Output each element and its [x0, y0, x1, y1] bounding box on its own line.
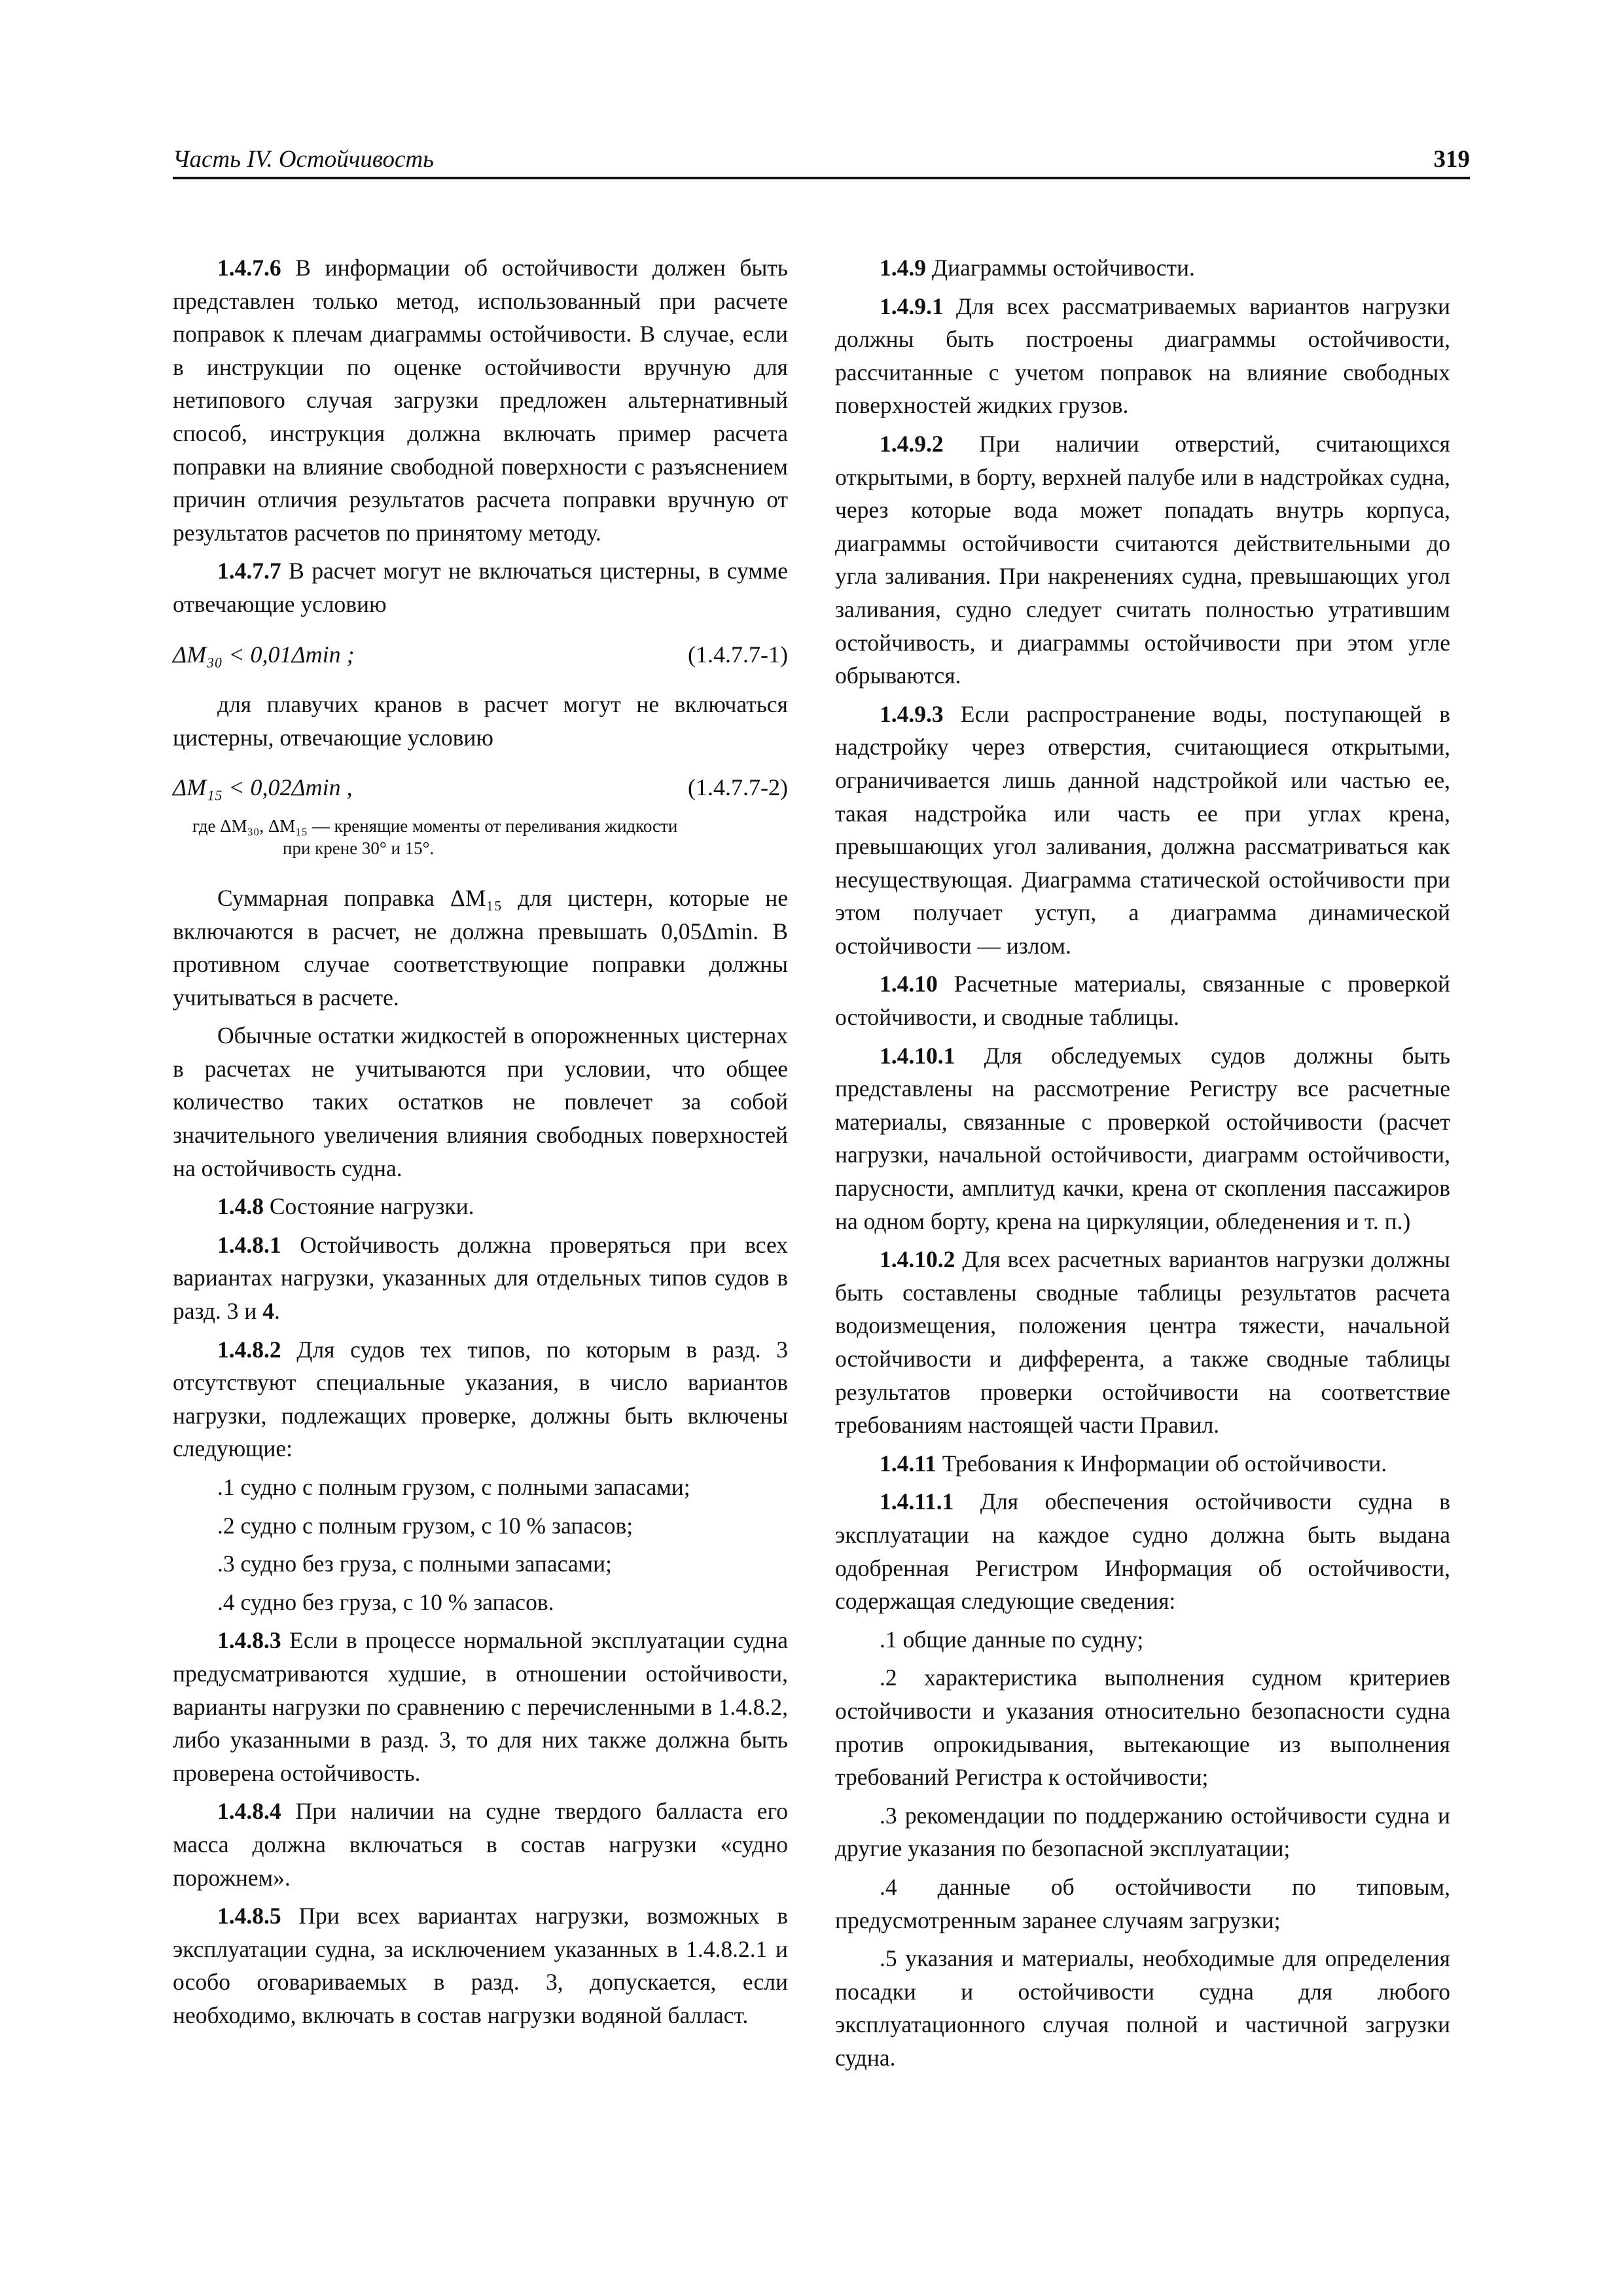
running-header — [173, 145, 1470, 179]
note-line-1: где ΔM₃₀, ΔM₁₅ — кренящие моменты от переливания жидкости — [192, 816, 678, 836]
equation-label: (1.4.7.7-1) — [688, 641, 788, 668]
heading-1-4-10 — [835, 967, 1450, 1033]
list-item: .1 общие данные по судну; — [880, 1626, 1144, 1653]
equation-expression: ΔM₁₅ < 0,02Δmin , — [173, 774, 353, 801]
section-number: 1.4.8.4 — [217, 1798, 281, 1825]
paragraph-text: Остойчивость должна проверяться при всех вариантах нагрузки, указанных для отдельных типов судов в разд. 3 и — [173, 1231, 788, 1325]
equation-expression: ΔM₃₀ < 0,01Δmin ; — [173, 641, 355, 668]
right-column — [835, 251, 1450, 2079]
section-number: 1.4.8.2 — [217, 1336, 281, 1363]
paragraph-text: для плавучих кранов в расчет могут не включаться цистерны, отвечающие условию — [173, 691, 788, 751]
paragraph-text: При наличии отверстий, считающихся открытыми, в борту, верхней палубе или в надстройках судна, через которые вода может попадать внутрь корпуса, диаграммы остойчивости считаются действительными до угла заливания. При накренениях судна, превышающих угол заливания, судно следует считать полностью утратившим остойчивость, и диаграммы остойчивости при этом угле обрываются. — [835, 430, 1450, 689]
paragraph-residual-liquids — [173, 1019, 788, 1185]
list-item: .4 данные об остойчивости по типовым, предусмотренным заранее случаям загрузки; — [835, 1873, 1450, 1933]
section-number: 1.4.9 — [880, 255, 926, 281]
section-number: 1.4.8 — [217, 1193, 264, 1220]
paragraph-text: Обычные остатки жидкостей в опорожненных цистернах в расчетах не учитываются при условии, что общее количество таких остатков не повлечет за собой значительного увеличения влияния свободных поверхностей на остойчивость судна. — [173, 1022, 788, 1181]
paragraph-text: При наличии на судне твердого балласта его масса должна включаться в состав нагрузки «судно порожнем». — [173, 1798, 788, 1891]
section-heading: Расчетные материалы, связанные с проверкой остойчивости, и сводные таблицы. — [835, 971, 1450, 1031]
section-number: 1.4.7.7 — [217, 558, 281, 584]
list-item: .2 характеристика выполнения судном критериев остойчивости и указания относительно безопасности судна против опрокидывания, вытекающие из выполнения требований Регистра к остойчивости; — [835, 1664, 1450, 1791]
list-item: .5 указания и материалы, необходимые для определения посадки и остойчивости судна для любого эксплуатационного случая полной и частичной загрузки судна. — [835, 1945, 1450, 2071]
paragraph-text-end: . — [274, 1298, 280, 1325]
paragraph-text: В расчет могут не включаться цистерны, в сумме отвечающие условию — [173, 558, 788, 617]
paragraph-1-4-7-7 — [173, 554, 788, 620]
section-heading: Диаграммы остойчивости. — [926, 255, 1195, 281]
section-heading: Требования к Информации об остойчивости. — [936, 1450, 1387, 1477]
paragraph-1-4-8-1 — [173, 1229, 788, 1328]
section-number: 1.4.8.3 — [217, 1627, 281, 1654]
equation-1-4-7-7-1 — [173, 638, 788, 672]
header-title: Часть IV. Остойчивость — [173, 146, 434, 173]
equation-label: (1.4.7.7-2) — [688, 774, 788, 801]
section-number: 1.4.10.2 — [880, 1246, 955, 1273]
paragraph-text: Для обследуемых судов должны быть представлены на рассмотрение Регистру все расчетные материалы, связанные с проверкой остойчивости (расчет нагрузки, начальной остойчивости, диаграмм остойчивости, парусности, амплитуд качки, крена от скопления пассажиров на одном борту, крена на циркуляции, обледенения и т. п.) — [835, 1042, 1450, 1234]
section-number: 1.4.11 — [880, 1450, 936, 1477]
equation-1-4-7-7-2 — [173, 771, 788, 804]
section-number: 1.4.9.1 — [880, 293, 944, 319]
paragraph-1-4-10-2 — [835, 1243, 1450, 1442]
section-ref: 4 — [262, 1298, 274, 1325]
paragraph-1-4-9-1 — [835, 290, 1450, 422]
paragraph-1-4-8-4 — [173, 1795, 788, 1894]
paragraph-text: Если в процессе нормальной эксплуатации судна предусматриваются худшие, в отношении остойчивости, варианты нагрузки по сравнению с перечисленными в 1.4.8.2, либо указанными в разд. 3, то для них также должна быть проверена остойчивость. — [173, 1627, 788, 1786]
heading-1-4-11 — [835, 1447, 1450, 1480]
paragraph-text: Если распространение воды, поступающей в надстройку через отверстия, считающиеся открытыми, ограничивается лишь данной надстройкой или частью ее, такая надстройка или часть ее при углах крена, превышающих угол заливания, должна рассматриваться как несуществующая. Диаграмма статической остойчивости при этом получает уступ, а диаграмма динамической остойчивости — излом. — [835, 700, 1450, 959]
paragraph-1-4-8-5 — [173, 1899, 788, 2032]
list-item: .3 рекомендации по поддержанию остойчивости судна и другие указания по безопасной эксплуатации; — [835, 1802, 1450, 1862]
paragraph-text: Для обеспечения остойчивости судна в эксплуатации на каждое судно должна быть выдана одобренная Регистром Информация об остойчивости, содержащая следующие сведения: — [835, 1488, 1450, 1615]
paragraph-text: Для всех расчетных вариантов нагрузки должны быть составлены сводные таблицы результатов расчета водоизмещения, положения центра тяжести, начальной остойчивости и дифферента, а также сводные таблицы результатов проверки остойчивости на соответствие требованиям настоящей части Правил. — [835, 1246, 1450, 1439]
page-number: 319 — [1433, 146, 1470, 173]
paragraph-total-correction — [173, 882, 788, 1014]
paragraph-1-4-9-2 — [835, 427, 1450, 692]
section-number: 1.4.8.5 — [217, 1903, 281, 1929]
note-line-2: при крене 30° и 15°. — [283, 838, 435, 858]
section-number: 1.4.7.6 — [217, 255, 281, 281]
list-item: .3 судно без груза, с полными запасами; — [217, 1551, 612, 1577]
list-item: .1 судно с полным грузом, с полными запасами; — [217, 1474, 690, 1500]
section-number: 1.4.10 — [880, 971, 938, 997]
heading-1-4-9 — [835, 251, 1450, 285]
paragraph-text: Для судов тех типов, по которым в разд. 3 отсутствуют специальные указания, в число вариантов нагрузки, подлежащих проверке, должны быть включены следующие: — [173, 1336, 788, 1462]
heading-1-4-8 — [173, 1190, 788, 1223]
section-number: 1.4.10.1 — [880, 1042, 955, 1069]
paragraph-1-4-10-1 — [835, 1039, 1450, 1238]
paragraph-cranes — [173, 688, 788, 754]
paragraph-1-4-7-6 — [173, 251, 788, 549]
paragraph-1-4-8-2 — [173, 1333, 788, 1465]
equation-note — [173, 815, 788, 859]
paragraph-text: В информации об остойчивости должен быть представлен только метод, использованный при расчете поправок к плечам диаграммы остойчивости. В случае, если в инструкции по оценке остойчивости вручную для нетипового случая загрузки предложен альтернативный способ, инструкция должна включать пример расчета поправки на влияние свободной поверхности с разъяснением причин отличия результатов расчета поправки вручную от результатов расчетов по принятому методу. — [173, 255, 788, 546]
paragraph-text: Для всех рассматриваемых вариантов нагрузки должны быть построены диаграммы остойчивости, рассчитанные с учетом поправок на влияние свободных поверхностей жидких грузов. — [835, 293, 1450, 419]
section-number: 1.4.11.1 — [880, 1488, 954, 1515]
paragraph-text: При всех вариантах нагрузки, возможных в эксплуатации судна, за исключением указанных в 1.4.8.2.1 и особо оговариваемых в разд. 3, допускается, если необходимо, включать в состав нагрузки водяной балласт. — [173, 1903, 788, 2028]
section-number: 1.4.8.1 — [217, 1231, 281, 1258]
section-heading: Состояние нагрузки. — [264, 1193, 474, 1220]
paragraph-1-4-9-3 — [835, 698, 1450, 963]
list-item: .4 судно без груза, с 10 % запасов. — [217, 1588, 554, 1615]
paragraph-1-4-8-3 — [173, 1624, 788, 1789]
paragraph-text: Суммарная поправка ΔM₁₅ для цистерн, которые не включаются в расчет, не должна превышать 0,05Δmin. В противном случае соответствующие поправки должны учитываться в расчете. — [173, 884, 788, 1011]
left-column — [173, 251, 788, 2037]
list-item: .2 судно с полным грузом, с 10 % запасов; — [217, 1512, 633, 1539]
section-number: 1.4.9.2 — [880, 430, 944, 457]
paragraph-1-4-11-1 — [835, 1485, 1450, 1617]
section-number: 1.4.9.3 — [880, 700, 944, 727]
